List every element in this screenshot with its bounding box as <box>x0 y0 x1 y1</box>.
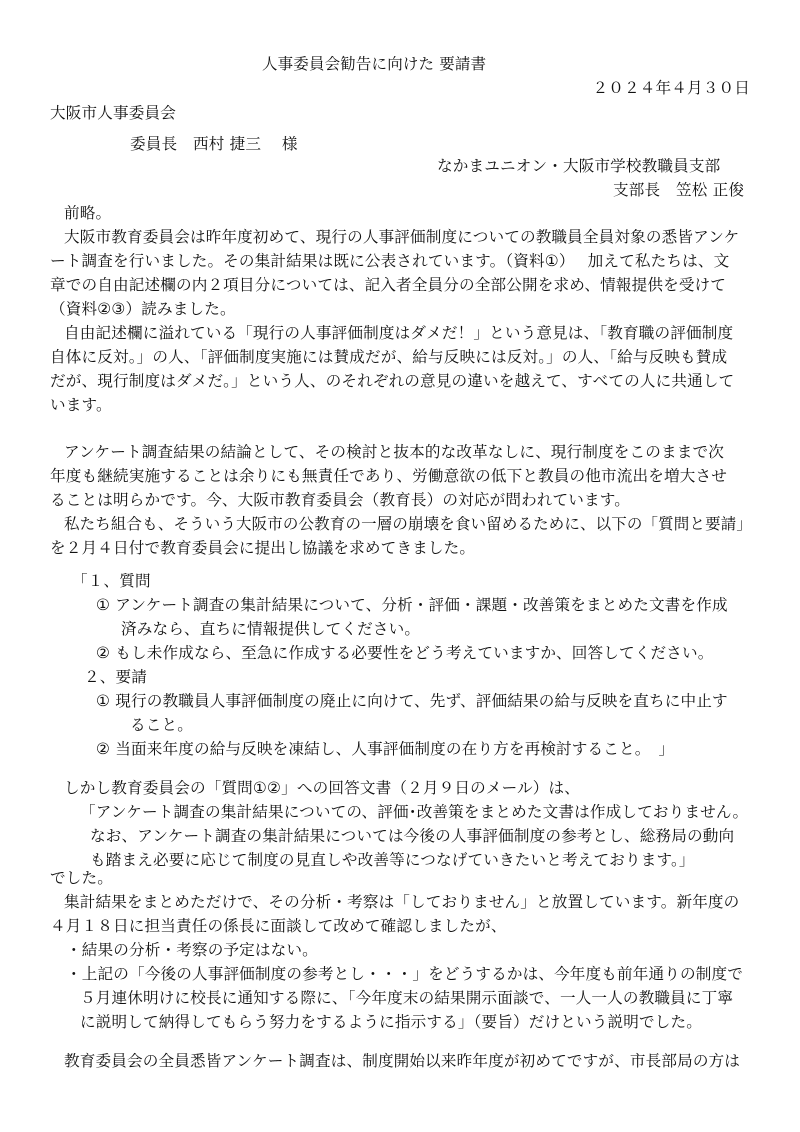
document-title: 人事委員会勧告に向けた 要請書 <box>262 55 487 73</box>
request-item: ② 当面来年度の給与反映を凍結し、人事評価制度の在り方を再検討すること。 」 <box>96 740 675 758</box>
paragraph-line: ることは明らかです。今、大阪市教育委員会（教育長）の対応が問われています。 <box>50 491 631 509</box>
paragraph-line: 自体に反対。」の人、「評価制度実施には賛成だが、給与反映には反対。」の人、「給与反映も賛成 <box>50 348 728 366</box>
paragraph-line: 自由記述欄に溢れている「現行の人事評価制度はダメだ！」という意見は、「教育職の評価制度 <box>64 324 734 342</box>
paragraph-line: しかし教育委員会の「質問①②」への回答文書（２月９日のメール）は、 <box>64 779 581 797</box>
bullet-item: に説明して納得してもらう努力をするように指示する」（要旨）だけという説明でした。 <box>80 1013 702 1031</box>
paragraph-line: 年度も継続実施することは余りにも無責任であり、労働意欲の低下と教員の他市流出を増大させ <box>50 467 727 485</box>
recipient-name: 委員長 西村 捷三 様 <box>130 135 298 153</box>
paragraph-line: 章での自由記述欄の内２項目分については、記入者全員分の全部公開を求め、情報提供を受けて <box>50 276 727 294</box>
question-item: 済みなら、直ちに情報提供してください。 <box>121 620 421 638</box>
paragraph-line: アンケート調査結果の結論として、その検討と抜本的な改革なしに、現行制度をこのままで次 <box>64 443 724 461</box>
paragraph-line: ４月１８日に担当責任の係長に面談して改めて確認しましたが、 <box>50 917 507 935</box>
quoted-reply: 「アンケート調査の集計結果についての、評価･改善策をまとめた文書は作成しておりません。 <box>80 803 749 821</box>
paragraph-line: ート調査を行いました。その集計結果は既に公表されています。（資料①） 加えて私たちは、文 <box>50 252 730 270</box>
quoted-reply: も踏まえ必要に応じて制度の見直しや改善等につなげていきたいと考えております。」 <box>90 851 695 869</box>
sender-name: 支部長 笠松 正俊 <box>613 181 745 199</box>
paragraph-line: 集計結果をまとめただけで、その分析・考察は「しておりません」と放置しています。新年度の <box>64 893 740 911</box>
paragraph-line: 私たち組合も、そういう大阪市の公教育の一層の崩壊を食い留めるために、以下の「質問と要請」 <box>64 515 752 533</box>
bullet-item: ・上記の「今後の人事評価制度の参考とし・・・」をどうするかは、今年度も前年通りの制度で <box>66 965 743 983</box>
document-date: ２０２４年４月３０日 <box>592 79 750 97</box>
paragraph-line: （資料②③）読みました。 <box>50 300 236 318</box>
paragraph-line: でした。 <box>50 869 113 887</box>
paragraph-line: 大阪市教育委員会は昨年度初めて、現行の人事評価制度についての教職員全員対象の悉皆アンケ <box>64 228 740 246</box>
greeting: 前略。 <box>64 204 112 222</box>
question-item: ② もし未作成なら、至急に作成する必要性をどう考えていますか、回答してください。 <box>96 644 714 662</box>
question-item: ① アンケート調査の集計結果について、分析・評価・課題・改善策をまとめた文書を作成 <box>96 596 728 614</box>
recipient-organization: 大阪市人事委員会 <box>50 104 176 122</box>
sender-organization: なかまユニオン・大阪市学校教職員支部 <box>437 157 721 175</box>
request-item: ① 現行の教職員人事評価制度の廃止に向けて、先ず、評価結果の給与反映を直ちに中止す <box>96 692 728 710</box>
bullet-item: ５月連休明けに校長に通知する際に、「今年度末の結果開示面談で、一人一人の教職員に丁寧 <box>80 989 734 1007</box>
bullet-item: ・結果の分析・考察の予定はない。 <box>66 941 318 959</box>
paragraph-line: います。 <box>50 396 112 414</box>
question-heading: 「１、質問 <box>72 572 151 590</box>
quoted-reply: なお、アンケート調査の集計結果については今後の人事評価制度の参考とし、総務局の動向 <box>90 827 735 845</box>
paragraph-line: を２月４日付で教育委員会に提出し協議を求めてきました。 <box>50 539 476 557</box>
request-heading: ２、要請 <box>84 668 147 686</box>
paragraph-line: 教育委員会の全員悉皆アンケート調査は、制度開始以来昨年度が初めてですが、市長部局の方は <box>64 1052 741 1070</box>
paragraph-line: だが、現行制度はダメだ。」という人、のそれぞれの意見の違いを越えて、すべての人に共通して <box>50 372 735 390</box>
request-item: ること。 <box>130 716 193 734</box>
